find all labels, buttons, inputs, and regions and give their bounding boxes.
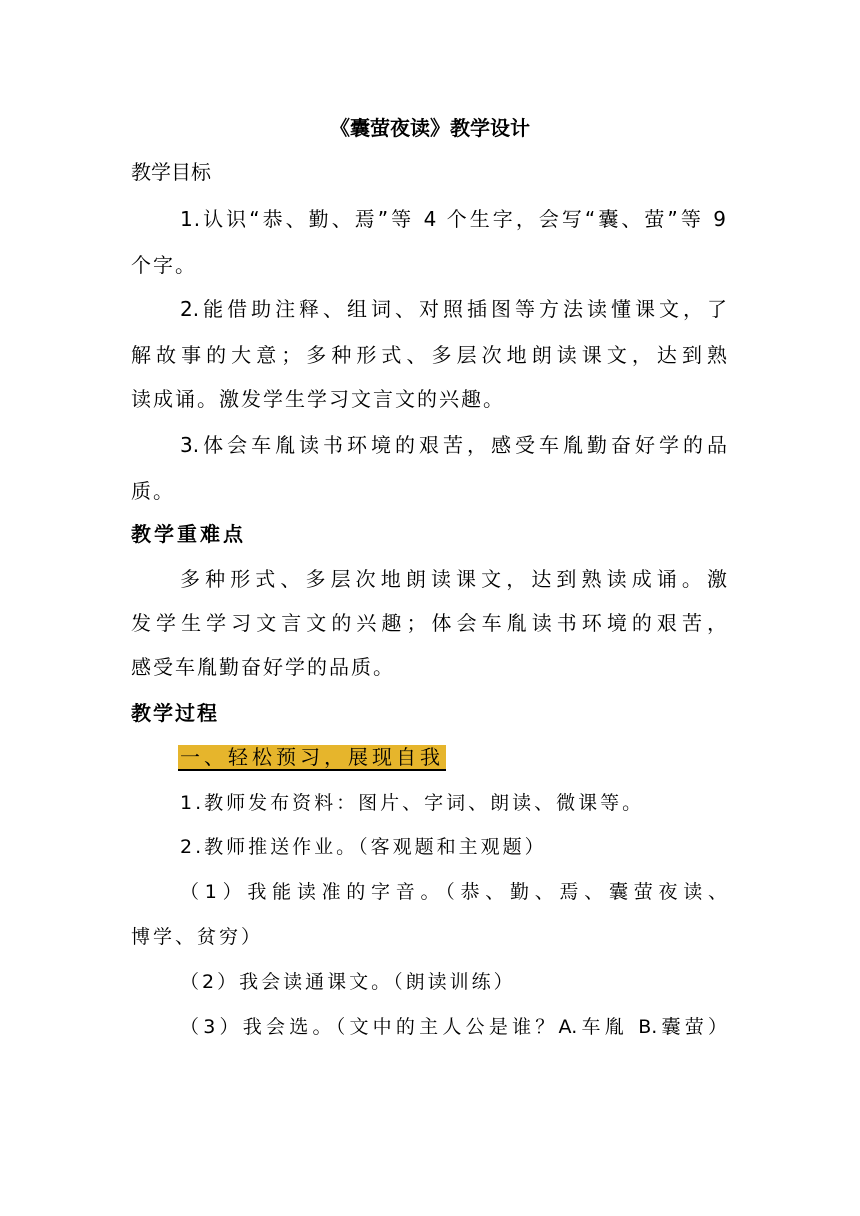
goal-3-line-2: 质。 xyxy=(131,479,175,503)
key-points-line-3: 感受车胤勤奋好学的品质。 xyxy=(131,655,395,679)
step-1-heading-wrap xyxy=(178,745,446,769)
goal-1-line-2: 个字。 xyxy=(131,253,197,277)
goal-2-line-1: 2.能借助注释、组词、对照插图等方法读懂课文，了 xyxy=(180,297,727,321)
goal-2-line-3: 读成诵。激发学生学习文言文的兴趣。 xyxy=(131,387,505,411)
process-item-2: 2.教师推送作业。（客观题和主观题） xyxy=(180,836,547,858)
key-points-line-1: 多种形式、多层次地朗读课文，达到熟读成诵。激 xyxy=(180,567,727,591)
goal-3-line-1: 3.体会车胤读书环境的艰苦，感受车胤勤奋好学的品 xyxy=(180,433,727,457)
goal-1-line-1: 1.认识“恭、勤、焉”等 4 个生字，会写“囊、萤”等 9 xyxy=(180,207,727,231)
goals-heading: 教学目标 xyxy=(131,160,211,184)
goal-2-line-2: 解故事的大意；多种形式、多层次地朗读课文，达到熟 xyxy=(131,343,727,367)
process-item-1: 1.教师发布资料：图片、字词、朗读、微课等。 xyxy=(180,792,645,814)
document-title: 《囊萤夜读》教学设计 xyxy=(330,116,530,140)
process-sub-1-line-2: 博学、贫穷） xyxy=(131,926,264,948)
step-1-heading: 一、轻松预习，展现自我 xyxy=(180,745,444,769)
process-heading: 教学过程 xyxy=(131,701,219,725)
process-sub-2: （2）我会读通课文。（朗读训练） xyxy=(180,971,516,993)
process-sub-3: （3）我会选。（文中的主人公是谁？A.车胤 B.囊萤） xyxy=(180,1016,727,1038)
key-points-heading: 教学重难点 xyxy=(131,522,246,546)
key-points-line-2: 发学生学习文言文的兴趣；体会车胤读书环境的艰苦， xyxy=(131,611,727,635)
process-sub-1-line-1: （1）我能读准的字音。（恭、勤、焉、囊萤夜读、 xyxy=(180,881,727,903)
